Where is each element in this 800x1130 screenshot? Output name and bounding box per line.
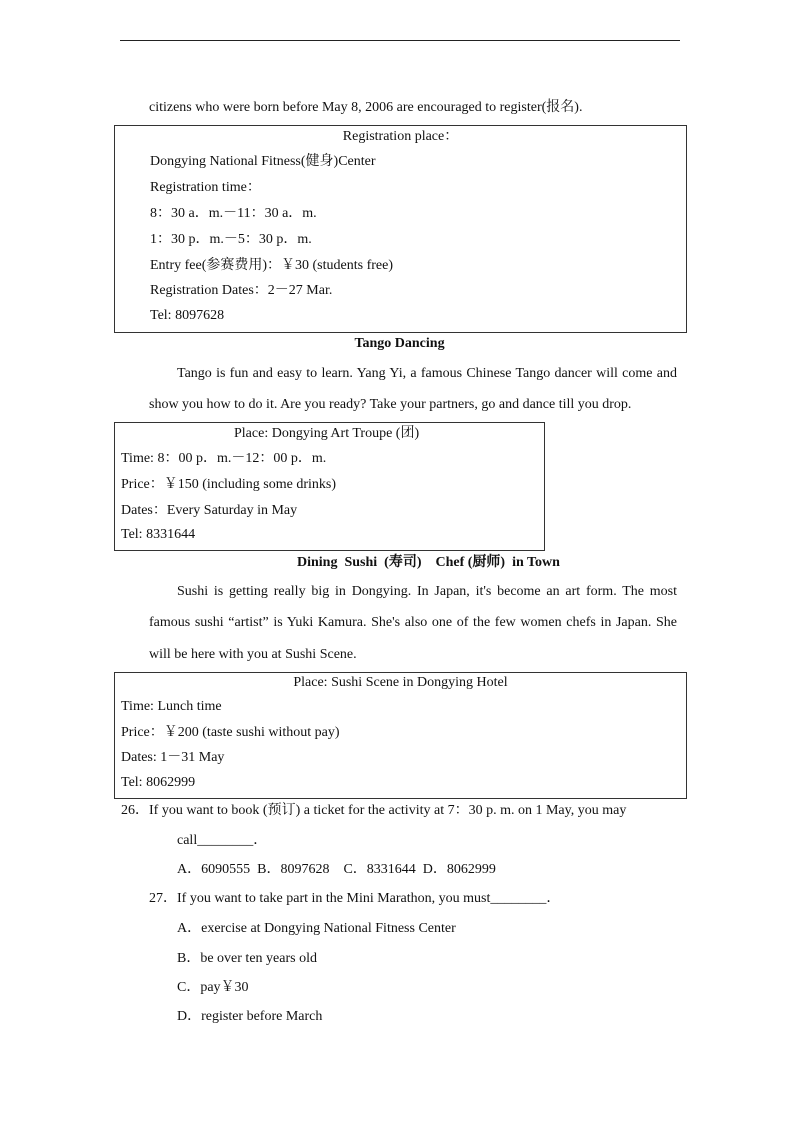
question-27-option-d: D．register before March [177, 1009, 323, 1024]
tango-paragraph-line: Tango is fun and easy to learn. Yang Yi, a famous Chinese Tango dancer will come and [177, 366, 677, 381]
sushi-title: Dining Sushi (寿司) Chef (厨师) in Town [297, 555, 560, 570]
tango-line: Time: 8：00 p．m.－12：00 p．m. [121, 451, 327, 466]
header-rule [120, 40, 680, 41]
question-27-option-b: B．be over ten years old [177, 951, 317, 966]
tango-line: Price：￥150 (including some drinks) [121, 477, 337, 492]
sushi-line: Price：￥200 (taste sushi without pay) [121, 725, 340, 740]
tango-line: Tel: 8331644 [121, 527, 196, 542]
sushi-paragraph-line: will be here with you at Sushi Scene. [149, 647, 357, 662]
registration-heading: Registration place： [342, 129, 459, 144]
sushi-line: Dates: 1－31 May [121, 750, 225, 765]
sushi-line: Tel: 8062999 [121, 775, 196, 790]
question-26-stem-cont: call________． [177, 833, 268, 848]
registration-line: 1：30 p．m.－5：30 p．m. [150, 232, 312, 247]
registration-line: Registration time： [150, 180, 261, 195]
tango-paragraph-line: show you how to do it. Are you ready? Take your partners, go and dance till you drop. [149, 397, 632, 412]
question-26-options: A．6090555 B．8097628 C．8331644 D．8062999 [177, 862, 496, 877]
tango-place: Place: Dongying Art Troupe (团) [234, 426, 420, 441]
registration-line: 8：30 a．m.－11：30 a．m. [150, 206, 317, 221]
tango-box [114, 422, 545, 551]
question-27-stem: 27．If you want to take part in the Mini Marathon, you must________． [149, 891, 561, 906]
sushi-paragraph-line: famous sushi “artist” is Yuki Kamura. She's also one of the few women chefs in Japan. She [149, 615, 677, 630]
registration-line: Registration Dates：2－27 Mar. [150, 283, 333, 298]
sushi-line: Time: Lunch time [121, 699, 222, 714]
tango-title: Tango Dancing [354, 336, 445, 351]
tango-line: Dates：Every Saturday in May [121, 503, 298, 518]
registration-line: Entry fee(参赛费用)：￥30 (students free) [150, 258, 393, 273]
sushi-box [114, 672, 687, 799]
registration-box [114, 125, 687, 333]
sushi-paragraph-line: Sushi is getting really big in Dongying. In Japan, it's become an art form. The most [177, 584, 677, 599]
intro-line: citizens who were born before May 8, 2006 are encouraged to register(报名). [149, 100, 583, 115]
question-27-option-a: A．exercise at Dongying National Fitness Center [177, 921, 456, 936]
registration-line: Tel: 8097628 [150, 308, 225, 323]
registration-line: Dongying National Fitness(健身)Center [150, 154, 376, 169]
question-26-stem: 26．If you want to book (预订) a ticket for the activity at 7：30 p. m. on 1 May, you may [121, 803, 627, 818]
question-27-option-c: C．pay￥30 [177, 980, 249, 995]
sushi-place: Place: Sushi Scene in Dongying Hotel [293, 675, 508, 690]
